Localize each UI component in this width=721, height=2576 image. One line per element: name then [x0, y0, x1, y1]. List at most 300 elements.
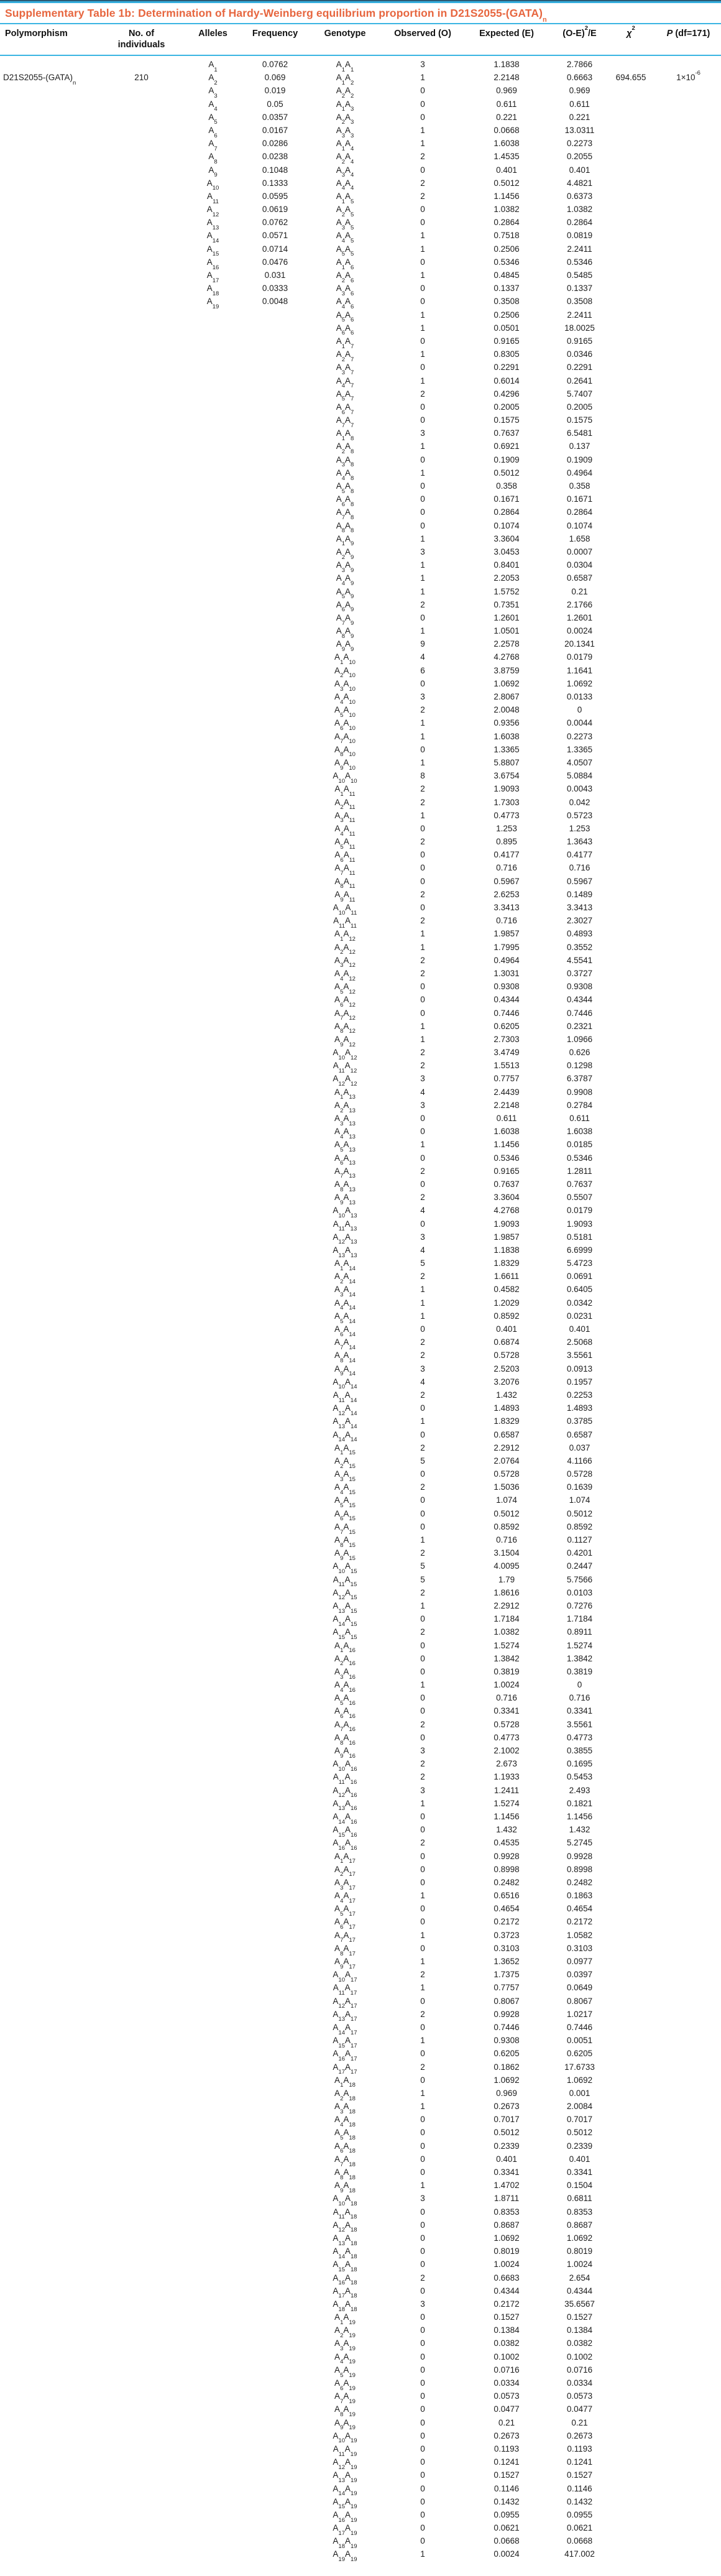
genotype-cell: $A_3A_{17}$ — [334, 1877, 356, 1891]
chi-square-cell — [606, 2376, 656, 2389]
individuals-cell — [103, 1507, 180, 1520]
p-value-cell — [656, 2521, 721, 2534]
frequency-cell — [246, 440, 305, 453]
chi-square-cell — [606, 2100, 656, 2113]
p-value-cell — [656, 2508, 721, 2521]
frequency-cell — [246, 1810, 305, 1823]
p-value-cell — [656, 1507, 721, 1520]
polymorphism-cell — [0, 242, 103, 256]
allele-cell — [180, 2179, 246, 2192]
expected-cell: 3.3413 — [494, 903, 520, 912]
polymorphism-cell — [0, 1915, 103, 1928]
polymorphism-cell — [0, 1836, 103, 1849]
chi-square-cell — [606, 1915, 656, 1928]
column-header-chi2: $\chi^2$ — [627, 25, 635, 39]
allele-cell — [180, 2416, 246, 2429]
observed-cell: 2 — [420, 1443, 425, 1452]
p-value-cell — [656, 2455, 721, 2468]
genotype-cell: $A_{15}A_{18}$ — [333, 2260, 357, 2273]
chi-contribution-cell: 0.0573 — [566, 2391, 593, 2401]
chi-contribution-cell: 5.7407 — [566, 389, 593, 399]
observed-cell: 0 — [420, 2431, 425, 2440]
allele-cell — [180, 914, 246, 927]
polymorphism-cell — [0, 440, 103, 453]
observed-cell: 0 — [420, 1521, 425, 1531]
expected-cell: 0.9928 — [494, 2009, 520, 2019]
individuals-cell — [103, 124, 180, 137]
frequency-cell — [246, 2324, 305, 2337]
p-value-cell — [656, 321, 721, 335]
genotype-cell: $A_8A_{12}$ — [334, 1021, 356, 1035]
individuals-cell — [103, 1520, 180, 1533]
column-header-expected: Expected (E) — [479, 29, 534, 39]
allele-cell — [180, 1165, 246, 1178]
chi-square-cell — [606, 1559, 656, 1572]
expected-cell: 0.7637 — [494, 1179, 520, 1189]
chi-contribution-cell: 0.1695 — [566, 1759, 593, 1769]
chi-square-cell — [606, 1428, 656, 1441]
chi-square-cell — [606, 1639, 656, 1652]
allele-cell — [180, 954, 246, 967]
p-value-cell — [656, 58, 721, 71]
expected-cell: 4.2768 — [494, 652, 520, 662]
chi-square-cell — [606, 2205, 656, 2218]
chi-square-cell — [606, 1493, 656, 1507]
observed-cell: 2 — [420, 1193, 425, 1203]
observed-cell: 2 — [420, 705, 425, 715]
expected-cell: 2.2578 — [494, 639, 520, 649]
frequency-cell — [246, 1152, 305, 1165]
individuals-cell — [103, 2363, 180, 2376]
expected-cell: 0.716 — [496, 1693, 517, 1703]
expected-cell: 1.1933 — [494, 1772, 520, 1782]
allele-cell — [180, 571, 246, 584]
frequency-cell — [246, 2061, 305, 2074]
frequency-cell — [246, 664, 305, 677]
chi-contribution-cell: 5.0884 — [566, 771, 593, 781]
frequency-cell: 0.0476 — [262, 257, 288, 267]
genotype-cell: $A_{10}A_{14}$ — [333, 1377, 357, 1391]
expected-cell: 0.2291 — [494, 362, 520, 372]
chi-square-cell — [606, 1309, 656, 1323]
expected-cell: 0.6683 — [494, 2273, 520, 2283]
frequency-cell — [246, 1678, 305, 1691]
frequency-cell — [246, 1257, 305, 1270]
p-value-cell — [656, 2297, 721, 2311]
observed-cell: 0 — [420, 2075, 425, 2085]
expected-cell: 2.1002 — [494, 1746, 520, 1755]
observed-cell: 3 — [420, 1746, 425, 1755]
individuals-cell — [103, 1810, 180, 1823]
individuals-cell — [103, 2284, 180, 2297]
table-header — [0, 24, 721, 55]
chi-square-cell — [606, 348, 656, 361]
chi-square-cell — [606, 1863, 656, 1876]
genotype-cell: $A_6A_{11}$ — [334, 850, 356, 864]
chi-contribution-cell: 0.9908 — [566, 1087, 593, 1097]
chi-contribution-cell: 0.2291 — [566, 362, 593, 372]
chi-square-cell — [606, 1902, 656, 1915]
polymorphism-cell — [0, 769, 103, 782]
p-value-cell — [656, 190, 721, 203]
polymorphism-cell — [0, 1863, 103, 1876]
observed-cell: 0 — [420, 1706, 425, 1716]
observed-cell: 0 — [420, 2220, 425, 2230]
chi-contribution-cell: 0.2864 — [566, 507, 593, 517]
expected-cell: 1.8616 — [494, 1587, 520, 1597]
allele-cell — [180, 782, 246, 795]
frequency-cell — [246, 2153, 305, 2166]
p-value-cell — [656, 1046, 721, 1059]
observed-cell: 3 — [420, 1364, 425, 1373]
genotype-cell: $A_5A_7$ — [336, 389, 354, 403]
allele-cell — [180, 1191, 246, 1204]
expected-cell: 1.2029 — [494, 1298, 520, 1308]
chi-contribution-cell: 1.2601 — [566, 612, 593, 622]
individuals-cell — [103, 1388, 180, 1401]
allele-cell — [180, 348, 246, 361]
chi-contribution-cell: 3.3413 — [566, 903, 593, 912]
chi-square-cell — [606, 2034, 656, 2047]
frequency-cell — [246, 1112, 305, 1125]
polymorphism-cell — [0, 1007, 103, 1020]
expected-cell: 0.716 — [496, 1535, 517, 1544]
chi-square-cell — [606, 1375, 656, 1388]
allele-cell: $A_8$ — [208, 152, 218, 165]
frequency-cell — [246, 1099, 305, 1112]
expected-cell: 0.2172 — [494, 1917, 520, 1927]
chi-square-cell — [606, 598, 656, 611]
genotype-cell: $A_2A_{18}$ — [334, 2088, 356, 2102]
p-value-cell — [656, 809, 721, 822]
chi-square-cell — [606, 190, 656, 203]
individuals-cell — [103, 216, 180, 229]
frequency-cell — [246, 2468, 305, 2481]
observed-cell: 2 — [420, 837, 425, 847]
allele-cell — [180, 1507, 246, 1520]
polymorphism-cell — [0, 2521, 103, 2534]
allele-cell — [180, 1823, 246, 1836]
observed-cell: 0 — [420, 2246, 425, 2256]
chi-contribution-cell: 1.7184 — [566, 1614, 593, 1624]
genotype-cell: $A_{13}A_{13}$ — [333, 1245, 357, 1259]
allele-cell — [180, 2482, 246, 2495]
observed-cell: 0 — [420, 362, 425, 372]
observed-cell: 0 — [420, 1614, 425, 1624]
chi-square-cell — [606, 1415, 656, 1428]
frequency-cell — [246, 2258, 305, 2271]
chi-square-cell — [606, 2087, 656, 2100]
allele-cell: $A_{10}$ — [206, 178, 219, 192]
frequency-cell — [246, 1995, 305, 2008]
frequency-cell — [246, 796, 305, 809]
observed-cell: 0 — [420, 1403, 425, 1413]
p-value-cell — [656, 2350, 721, 2363]
frequency-cell: 0.05 — [267, 99, 283, 109]
chi-square-cell — [606, 1981, 656, 1994]
allele-cell — [180, 796, 246, 809]
allele-cell — [180, 492, 246, 506]
allele-cell — [180, 1995, 246, 2008]
frequency-cell — [246, 1823, 305, 1836]
allele-cell — [180, 2376, 246, 2389]
observed-cell: 1 — [420, 1416, 425, 1426]
p-value-cell — [656, 703, 721, 716]
polymorphism-cell — [0, 1546, 103, 1559]
polymorphism-cell — [0, 2047, 103, 2060]
chi-square-cell — [606, 1323, 656, 1336]
allele-cell — [180, 901, 246, 914]
p-value-cell — [656, 1586, 721, 1599]
p-value-cell — [656, 901, 721, 914]
polymorphism-cell — [0, 1257, 103, 1270]
chi-contribution-cell: 5.4723 — [566, 1258, 593, 1268]
expected-cell: 1.1838 — [494, 60, 520, 69]
expected-cell: 1.9857 — [494, 929, 520, 939]
chi-contribution-cell: 0.5346 — [566, 257, 593, 267]
individuals-cell — [103, 1007, 180, 1020]
allele-cell — [180, 1665, 246, 1678]
genotype-cell: $A_{17}A_{17}$ — [333, 2062, 357, 2076]
individuals-cell — [103, 2232, 180, 2245]
polymorphism-cell — [0, 2008, 103, 2021]
chi-contribution-cell: 0.21 — [571, 586, 588, 596]
chi-contribution-cell: 6.5481 — [566, 428, 593, 438]
expected-cell: 0.5728 — [494, 1469, 520, 1479]
expected-cell: 1.0692 — [494, 678, 520, 688]
chi-contribution-cell: 2.5068 — [566, 1337, 593, 1347]
allele-cell — [180, 1401, 246, 1415]
genotype-cell: $A_{11}A_{17}$ — [333, 1983, 357, 1997]
chi-contribution-cell: 0.1527 — [566, 2312, 593, 2322]
allele-cell — [180, 1257, 246, 1270]
genotype-cell: $A_8A_{15}$ — [334, 1535, 356, 1549]
individuals-cell — [103, 1599, 180, 1612]
individuals-cell — [103, 2100, 180, 2113]
allele-cell — [180, 1757, 246, 1770]
chi-square-cell — [606, 124, 656, 137]
frequency-cell — [246, 1283, 305, 1296]
frequency-cell — [246, 1388, 305, 1401]
chi-contribution-cell: 0.1909 — [566, 455, 593, 464]
polymorphism-cell — [0, 1480, 103, 1493]
allele-cell — [180, 387, 246, 400]
allele-cell — [180, 1704, 246, 1717]
expected-cell: 0.8401 — [494, 560, 520, 570]
frequency-cell — [246, 1362, 305, 1375]
polymorphism-cell — [0, 1217, 103, 1230]
chi-square-cell — [606, 1507, 656, 1520]
observed-cell: 1 — [420, 310, 425, 320]
individuals-cell — [103, 2258, 180, 2271]
frequency-cell — [246, 1718, 305, 1731]
frequency-cell — [246, 782, 305, 795]
individuals-cell — [103, 1678, 180, 1691]
expected-cell: 0.5967 — [494, 876, 520, 886]
expected-cell: 1.1456 — [494, 1140, 520, 1150]
chi-contribution-cell: 0.2673 — [566, 2431, 593, 2440]
individuals-cell — [103, 1309, 180, 1323]
p-value-cell — [656, 98, 721, 111]
chi-square-cell — [606, 2008, 656, 2021]
allele-cell — [180, 2389, 246, 2403]
polymorphism-cell — [0, 413, 103, 427]
frequency-cell — [246, 532, 305, 545]
polymorphism-cell — [0, 1388, 103, 1401]
allele-cell — [180, 1152, 246, 1165]
chi-square-cell — [606, 2113, 656, 2126]
polymorphism-cell — [0, 624, 103, 637]
p-value-cell — [656, 730, 721, 743]
genotype-cell: $A_{10}A_{17}$ — [333, 1970, 357, 1983]
polymorphism-cell — [0, 1362, 103, 1375]
individuals-cell — [103, 1191, 180, 1204]
frequency-cell — [246, 558, 305, 571]
genotype-cell: $A_7A_{17}$ — [334, 1930, 356, 1944]
polymorphism-cell — [0, 2113, 103, 2126]
frequency-cell — [246, 927, 305, 940]
allele-cell — [180, 1546, 246, 1559]
allele-cell — [180, 848, 246, 861]
polymorphism-cell — [0, 1612, 103, 1625]
individuals-cell — [103, 58, 180, 71]
expected-cell: 0.1337 — [494, 284, 520, 293]
individuals-cell — [103, 2534, 180, 2547]
expected-cell: 1.0024 — [494, 1680, 520, 1690]
polymorphism-cell — [0, 1204, 103, 1217]
genotype-cell: $A_6A_{16}$ — [334, 1706, 356, 1720]
chi-contribution-cell: 0.2339 — [566, 2141, 593, 2151]
individuals-cell — [103, 861, 180, 874]
polymorphism-cell — [0, 1323, 103, 1336]
genotype-cell: $A_9A_{14}$ — [334, 1364, 356, 1378]
genotype-cell: $A_9A_9$ — [336, 639, 354, 653]
observed-cell: 0 — [420, 1943, 425, 1953]
chi-square-cell — [606, 2495, 656, 2508]
polymorphism-cell — [0, 111, 103, 124]
expected-cell: 1.0382 — [494, 205, 520, 215]
expected-cell: 0.1862 — [494, 2062, 520, 2072]
individuals-cell — [103, 1493, 180, 1507]
genotype-cell: $A_6A_{15}$ — [334, 1508, 356, 1523]
chi-square-cell — [606, 1270, 656, 1283]
expected-cell: 0.0621 — [494, 2523, 520, 2533]
polymorphism-cell — [0, 203, 103, 216]
chi-contribution-cell: 0.6587 — [566, 573, 593, 583]
chi-square-cell — [606, 1731, 656, 1744]
frequency-cell: 0.031 — [264, 270, 286, 280]
expected-cell: 0.6587 — [494, 1429, 520, 1439]
frequency-cell — [246, 901, 305, 914]
p-value-cell — [656, 914, 721, 927]
frequency-cell — [246, 1915, 305, 1928]
frequency-cell: 0.019 — [264, 86, 286, 96]
genotype-cell: $A_{18}A_{19}$ — [333, 2536, 357, 2550]
polymorphism-cell — [0, 1033, 103, 1046]
individuals-cell — [103, 927, 180, 940]
observed-cell: 0 — [420, 1666, 425, 1676]
frequency-cell — [246, 1770, 305, 1783]
genotype-cell: $A_9A_{12}$ — [334, 1034, 356, 1048]
genotype-cell: $A_2A_4$ — [336, 152, 354, 165]
chi-contribution-cell: 0.5012 — [566, 2128, 593, 2138]
chi-contribution-cell: 1.0582 — [566, 1930, 593, 1940]
p-value-cell — [656, 558, 721, 571]
chi-contribution-cell: 0.2321 — [566, 1021, 593, 1031]
genotype-cell: $A_{16}A_{16}$ — [333, 1838, 357, 1852]
genotype-cell: $A_3A_{10}$ — [334, 678, 356, 693]
chi-square-cell — [606, 177, 656, 190]
individuals-cell — [103, 809, 180, 822]
chi-square-cell — [606, 413, 656, 427]
chi-square-cell — [606, 769, 656, 782]
frequency-cell — [246, 1428, 305, 1441]
allele-cell — [180, 1559, 246, 1572]
individuals-cell — [103, 664, 180, 677]
frequency-cell — [246, 2021, 305, 2034]
genotype-cell: $A_6A_6$ — [336, 323, 354, 337]
allele-cell — [180, 1309, 246, 1323]
p-value-cell — [656, 1336, 721, 1349]
allele-cell — [180, 2008, 246, 2021]
allele-cell — [180, 2192, 246, 2205]
p-value-cell — [656, 124, 721, 137]
genotype-cell: $A_5A_{11}$ — [334, 837, 356, 851]
allele-cell — [180, 716, 246, 729]
individuals-cell — [103, 1797, 180, 1810]
p-value-cell — [656, 1639, 721, 1652]
genotype-cell: $A_1A_{19}$ — [334, 2312, 356, 2326]
genotype-cell: $A_2A_{17}$ — [334, 1864, 356, 1878]
individuals-cell — [103, 2126, 180, 2139]
allele-cell — [180, 2284, 246, 2297]
allele-cell — [180, 2074, 246, 2087]
individuals-cell — [103, 1731, 180, 1744]
expected-cell: 1.074 — [496, 1495, 517, 1505]
chi-contribution-cell: 1.253 — [569, 823, 590, 833]
frequency-cell — [246, 2008, 305, 2021]
chi-contribution-cell: 0.1384 — [566, 2325, 593, 2335]
genotype-cell: $A_3A_{14}$ — [334, 1285, 356, 1299]
observed-cell: 1 — [420, 125, 425, 135]
allele-cell — [180, 2087, 246, 2100]
chi-square-cell — [606, 453, 656, 466]
frequency-cell — [246, 1441, 305, 1454]
expected-cell: 0.7757 — [494, 1983, 520, 1993]
individuals-cell — [103, 1533, 180, 1546]
polymorphism-cell — [0, 1336, 103, 1349]
expected-cell: 0.9308 — [494, 2036, 520, 2046]
chi-contribution-cell: 1.0217 — [566, 2009, 593, 2019]
genotype-cell: $A_6A_7$ — [336, 402, 354, 416]
chi-square-cell — [606, 2337, 656, 2350]
polymorphism-cell — [0, 2153, 103, 2166]
genotype-cell: $A_4A_7$ — [336, 376, 354, 390]
p-value-cell — [656, 2442, 721, 2455]
polymorphism-cell — [0, 2376, 103, 2389]
chi-square-cell — [606, 256, 656, 269]
genotype-cell: $A_{12}A_{18}$ — [333, 2220, 357, 2234]
expected-cell: 0.8305 — [494, 349, 520, 359]
individuals-cell — [103, 2061, 180, 2074]
allele-cell — [180, 1388, 246, 1401]
frequency-cell — [246, 1086, 305, 1099]
allele-cell — [180, 861, 246, 874]
chi-contribution-cell: 6.6999 — [566, 1245, 593, 1255]
allele-cell — [180, 1467, 246, 1480]
p-value-cell — [656, 256, 721, 269]
polymorphism-cell — [0, 2416, 103, 2429]
